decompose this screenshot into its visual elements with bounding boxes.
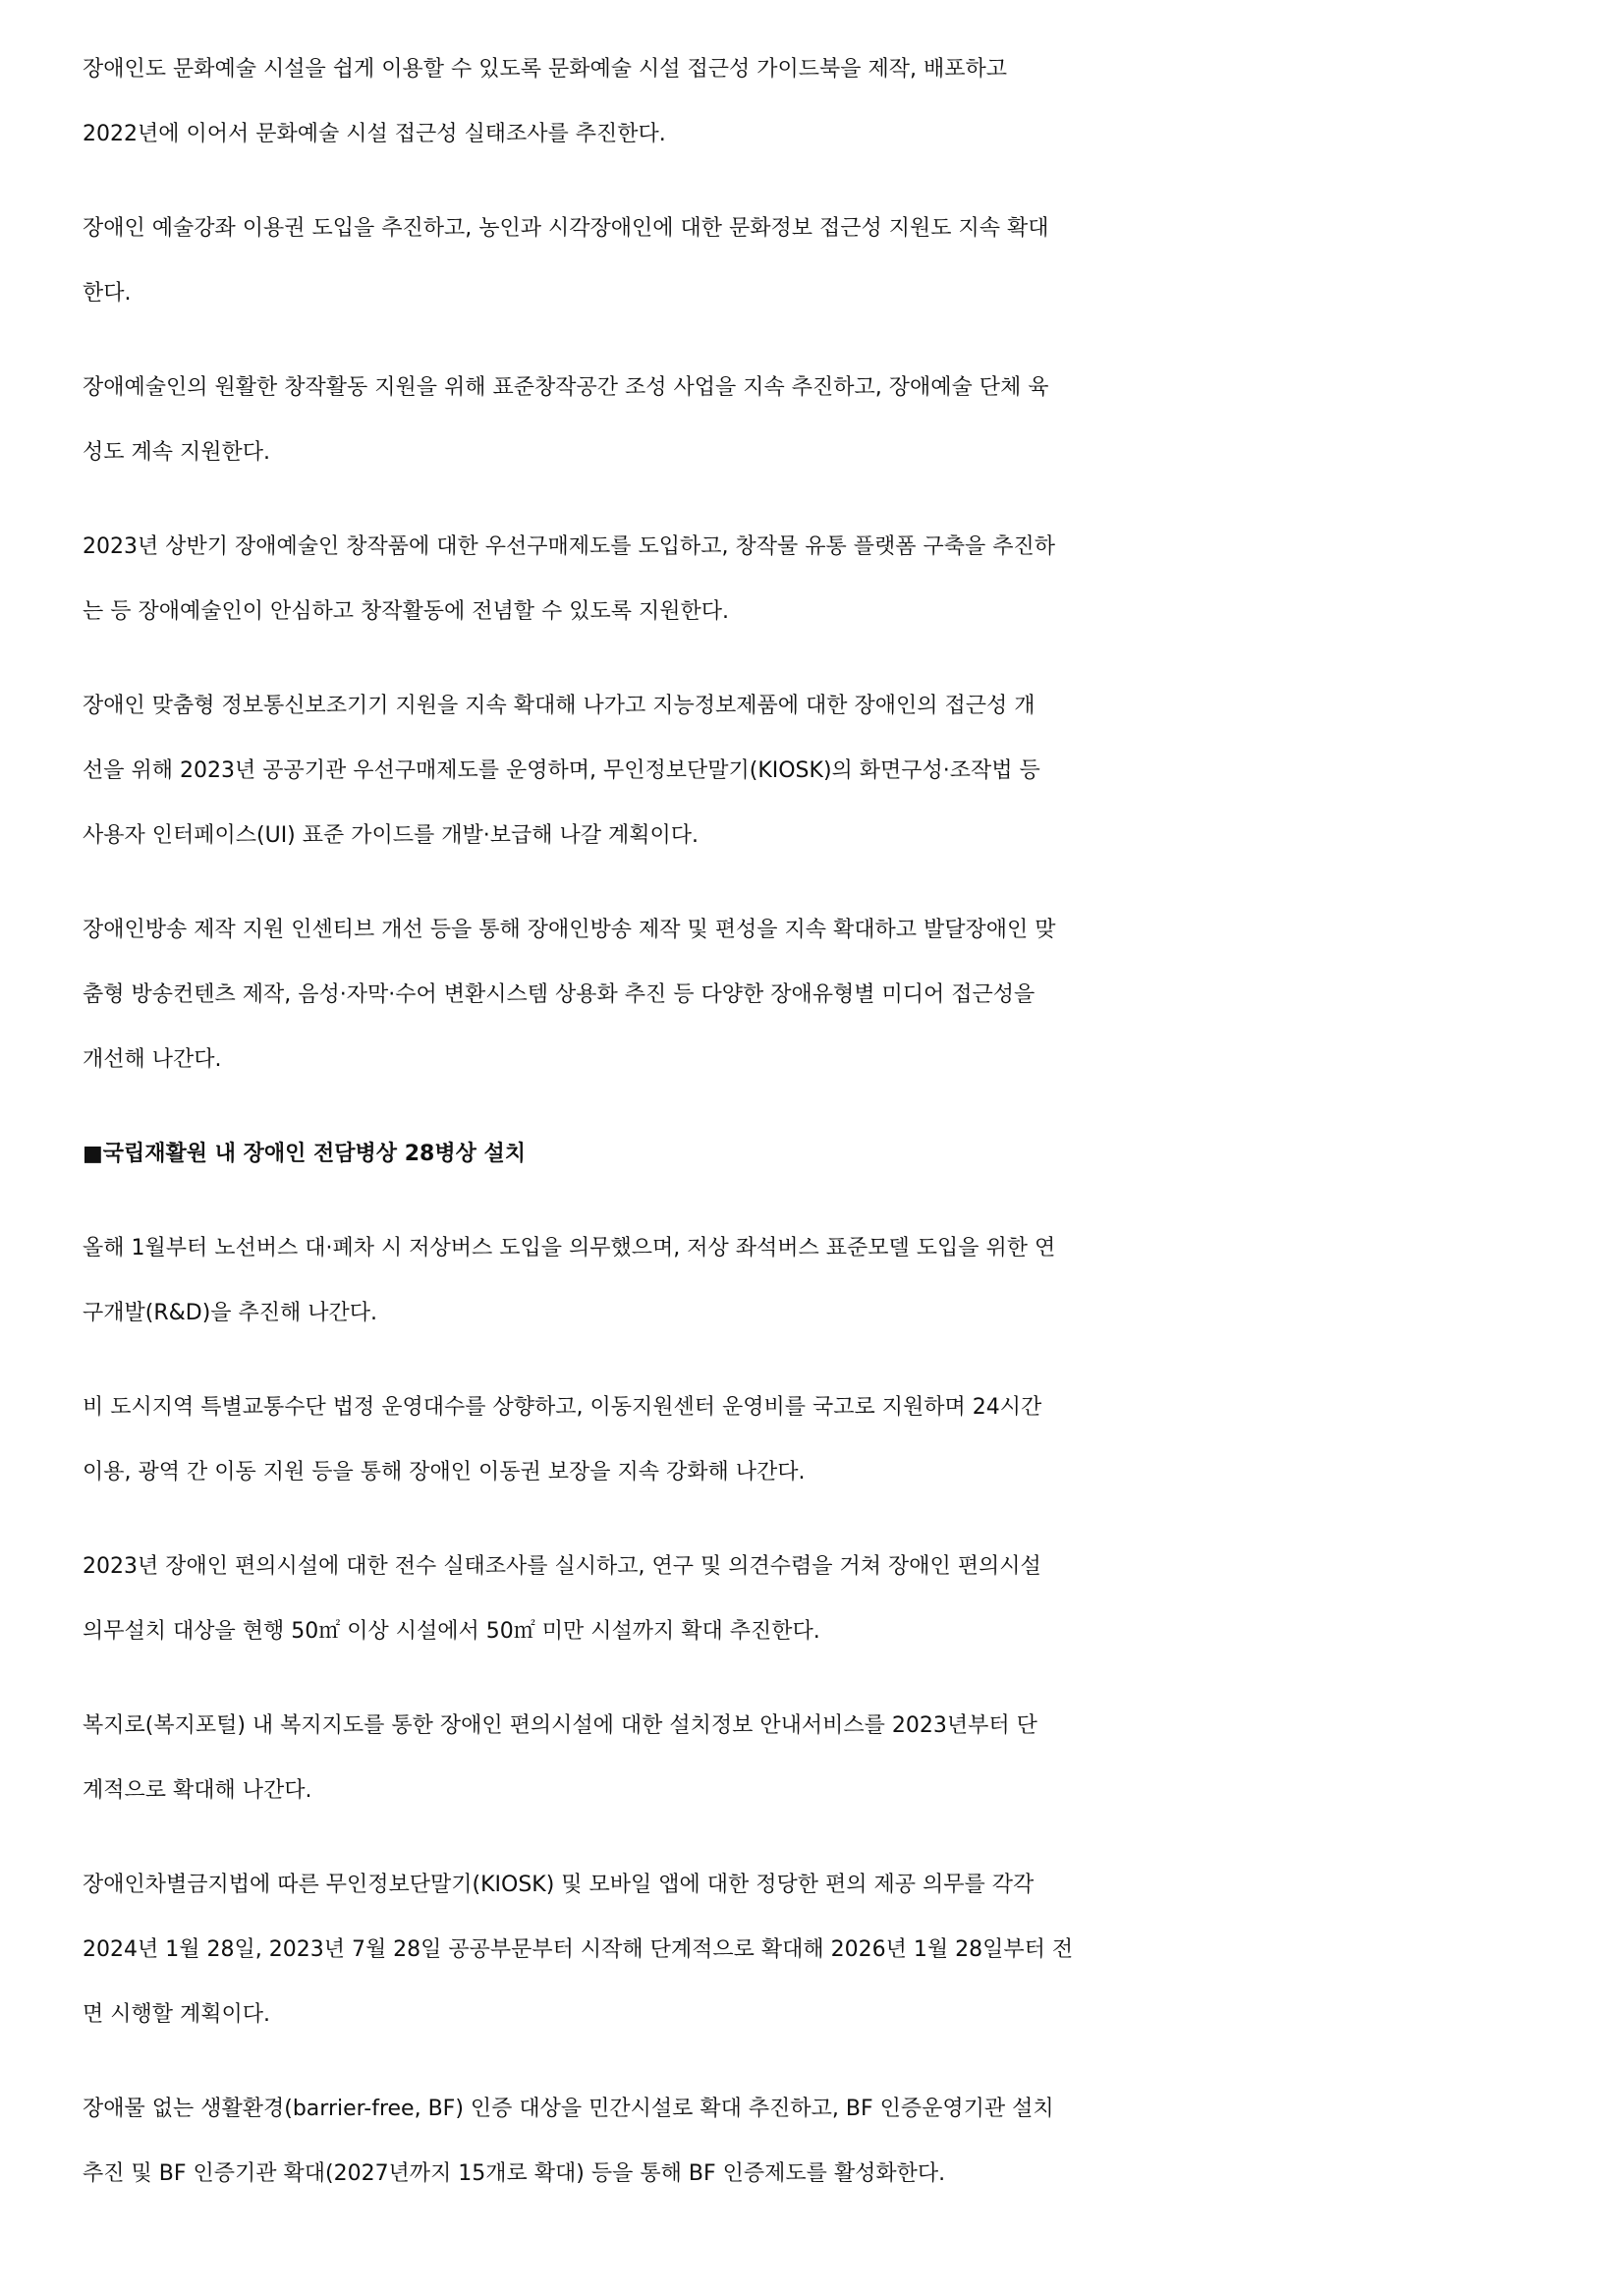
paragraph-line: 개선해 나간다. — [83, 1047, 222, 1072]
paragraph-line: 2022년에 이어서 문화예술 시설 접근성 실태조사를 추진한다. — [83, 122, 666, 146]
paragraph-line: 이용, 광역 간 이동 지원 등을 통해 장애인 이동권 보장을 지속 강화해 나간다. — [83, 1460, 806, 1484]
paragraph-broadcasting — [83, 898, 1556, 1092]
paragraph-line: 장애물 없는 생활환경(barrier-free, BF) 인증 대상을 민간시설로 확대 추진하고, BF 인증운영기관 설치 — [83, 2097, 1054, 2121]
paragraph-line: 한다. — [83, 281, 132, 306]
paragraph-welfare-map — [83, 1694, 1556, 1823]
paragraph-special-transport — [83, 1375, 1556, 1505]
paragraph-line: 는 등 장애예술인이 안심하고 창작활동에 전념할 수 있도록 지원한다. — [83, 599, 729, 624]
paragraph-line: 2023년 장애인 편의시설에 대한 전수 실태조사를 실시하고, 연구 및 의견수렴을 거쳐 장애인 편의시설 — [83, 1554, 1041, 1579]
paragraph-art-voucher — [83, 196, 1556, 326]
paragraph-line: 구개발(R&D)을 추진해 나간다. — [83, 1301, 378, 1325]
paragraph-line: 2023년 상반기 장애예술인 창작품에 대한 우선구매제도를 도입하고, 창작물 유통 플랫폼 구축을 추진하 — [83, 534, 1055, 559]
paragraph-line: 장애인 예술강좌 이용권 도입을 추진하고, 농인과 시각장애인에 대한 문화정보 접근성 지원도 지속 확대 — [83, 216, 1049, 241]
paragraph-line: 2024년 1월 28일, 2023년 7월 28일 공공부문부터 시작해 단계적으로 확대해 2026년 1월 28일부터 전 — [83, 1937, 1074, 1962]
paragraph-line: 장애인차별금지법에 따른 무인정보단말기(KIOSK) 및 모바일 앱에 대한 정당한 편의 제공 의무를 각각 — [83, 1873, 1035, 1897]
paragraph-culture-facility-guidebook — [83, 37, 1556, 167]
paragraph-creative-space — [83, 356, 1556, 485]
paragraph-assistive-devices — [83, 674, 1556, 868]
paragraph-line: 복지로(복지포털) 내 복지지도를 통한 장애인 편의시설에 대한 설치정보 안내서비스를 2023년부터 단 — [83, 1713, 1037, 1738]
document-page — [83, 37, 1556, 2236]
paragraph-low-floor-bus — [83, 1216, 1556, 1346]
paragraph-line: 성도 계속 지원한다. — [83, 440, 270, 465]
section-heading: ■국립재활원 내 장애인 전담병상 28병상 설치 — [83, 1142, 526, 1166]
paragraph-kiosk-obligation — [83, 1853, 1556, 2047]
paragraph-convenience-facilities — [83, 1535, 1556, 1664]
paragraph-line: 사용자 인터페이스(UI) 표준 가이드를 개발·보급해 나갈 계획이다. — [83, 823, 700, 848]
paragraph-line: 선을 위해 2023년 공공기관 우선구매제도를 운영하며, 무인정보단말기(KIOSK)의 화면구성·조작법 등 — [83, 758, 1040, 783]
paragraph-line: 면 시행할 계획이다. — [83, 2002, 270, 2027]
paragraph-line: 의무설치 대상을 현행 50㎡ 이상 시설에서 50㎡ 미만 시설까지 확대 추진한다. — [83, 1619, 820, 1644]
paragraph-priority-purchase — [83, 515, 1556, 644]
paragraph-line: 추진 및 BF 인증기관 확대(2027년까지 15개로 확대) 등을 통해 BF 인증제도를 활성화한다. — [83, 2161, 946, 2186]
paragraph-line: 장애인도 문화예술 시설을 쉽게 이용할 수 있도록 문화예술 시설 접근성 가이드북을 제작, 배포하고 — [83, 57, 1007, 82]
paragraph-barrier-free — [83, 2077, 1556, 2207]
paragraph-line: 계적으로 확대해 나간다. — [83, 1778, 312, 1803]
paragraph-line: 춤형 방송컨텐츠 제작, 음성·자막·수어 변환시스템 상용화 추진 등 다양한 장애유형별 미디어 접근성을 — [83, 982, 1036, 1007]
paragraph-line: 장애인 맞춤형 정보통신보조기기 지원을 지속 확대해 나가고 지능정보제품에 대한 장애인의 접근성 개 — [83, 694, 1036, 718]
paragraph-line: 비 도시지역 특별교통수단 법정 운영대수를 상향하고, 이동지원센터 운영비를 국고로 지원하며 24시간 — [83, 1395, 1042, 1420]
paragraph-line: 장애인방송 제작 지원 인센티브 개선 등을 통해 장애인방송 제작 및 편성을 지속 확대하고 발달장애인 맞 — [83, 918, 1056, 942]
paragraph-line: 올해 1월부터 노선버스 대·폐차 시 저상버스 도입을 의무했으며, 저상 좌석버스 표준모델 도입을 위한 연 — [83, 1236, 1056, 1260]
paragraph-line: 장애예술인의 원활한 창작활동 지원을 위해 표준창작공간 조성 사업을 지속 추진하고, 장애예술 단체 육 — [83, 375, 1049, 400]
